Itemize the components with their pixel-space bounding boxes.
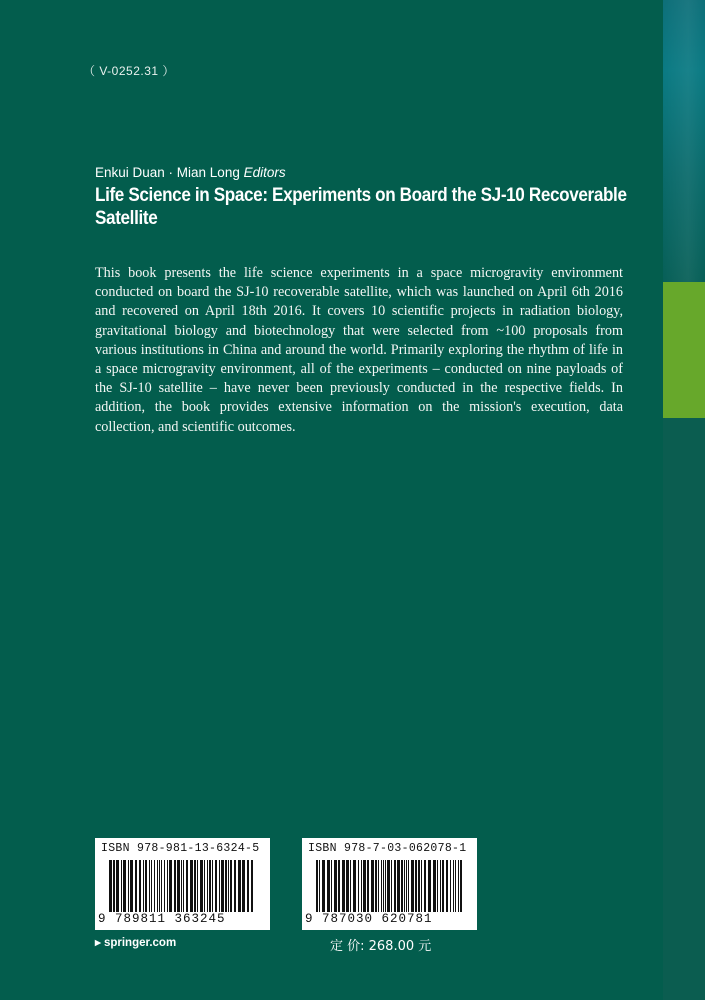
spine-lower-band bbox=[663, 418, 705, 1000]
barcode-international bbox=[95, 838, 270, 930]
catalog-code: （ V-0252.31 ） bbox=[83, 64, 175, 78]
isbn-label: ISBN 978-981-13-6324-5 bbox=[101, 842, 260, 855]
book-title-line-1: Life Science in Space: Experiments on Board the SJ-10 Recoverable bbox=[95, 185, 627, 206]
editors-line bbox=[95, 165, 286, 180]
price-label: 定 价: 268.00 元 bbox=[330, 939, 432, 954]
book-abstract: This book presents the life science experiments in a space microgravity environment conducted on board the SJ-10 recoverable satellite, which was launched on April 6th 2016 and recovered on April 18th 2016. It covers 10 scientific projects in radiation biology, gravitational biology and biotechnology that were selected from ~100 proposals from various institutions in China and around the world. Primarily exploring the rhythm of life in a space microgravity environment, all of the experiments – conducted on nine payloads of the SJ-10 satellite – have never been previously conducted in the respective fields. In addition, the book provides extensive information on the mission's execution, data collection, and scientific outcomes. bbox=[95, 265, 623, 435]
isbn-label: ISBN 978-7-03-062078-1 bbox=[308, 842, 467, 855]
editors-role: Editors bbox=[243, 165, 286, 180]
barcode-digits: 9 787030 620781 bbox=[305, 912, 433, 926]
spine-top-gradient bbox=[663, 0, 705, 282]
barcode-chinese bbox=[302, 838, 477, 930]
book-title-line-2: Satellite bbox=[95, 208, 158, 229]
springer-link[interactable]: ▸ springer.com bbox=[95, 937, 177, 949]
editors-names: Enkui Duan · Mian Long bbox=[95, 165, 240, 180]
book-title bbox=[95, 184, 635, 230]
barcode-bars-icon bbox=[109, 860, 257, 912]
barcode-bars-icon bbox=[316, 860, 464, 912]
spine-green-band bbox=[663, 282, 705, 418]
barcode-digits: 9 789811 363245 bbox=[98, 912, 226, 926]
